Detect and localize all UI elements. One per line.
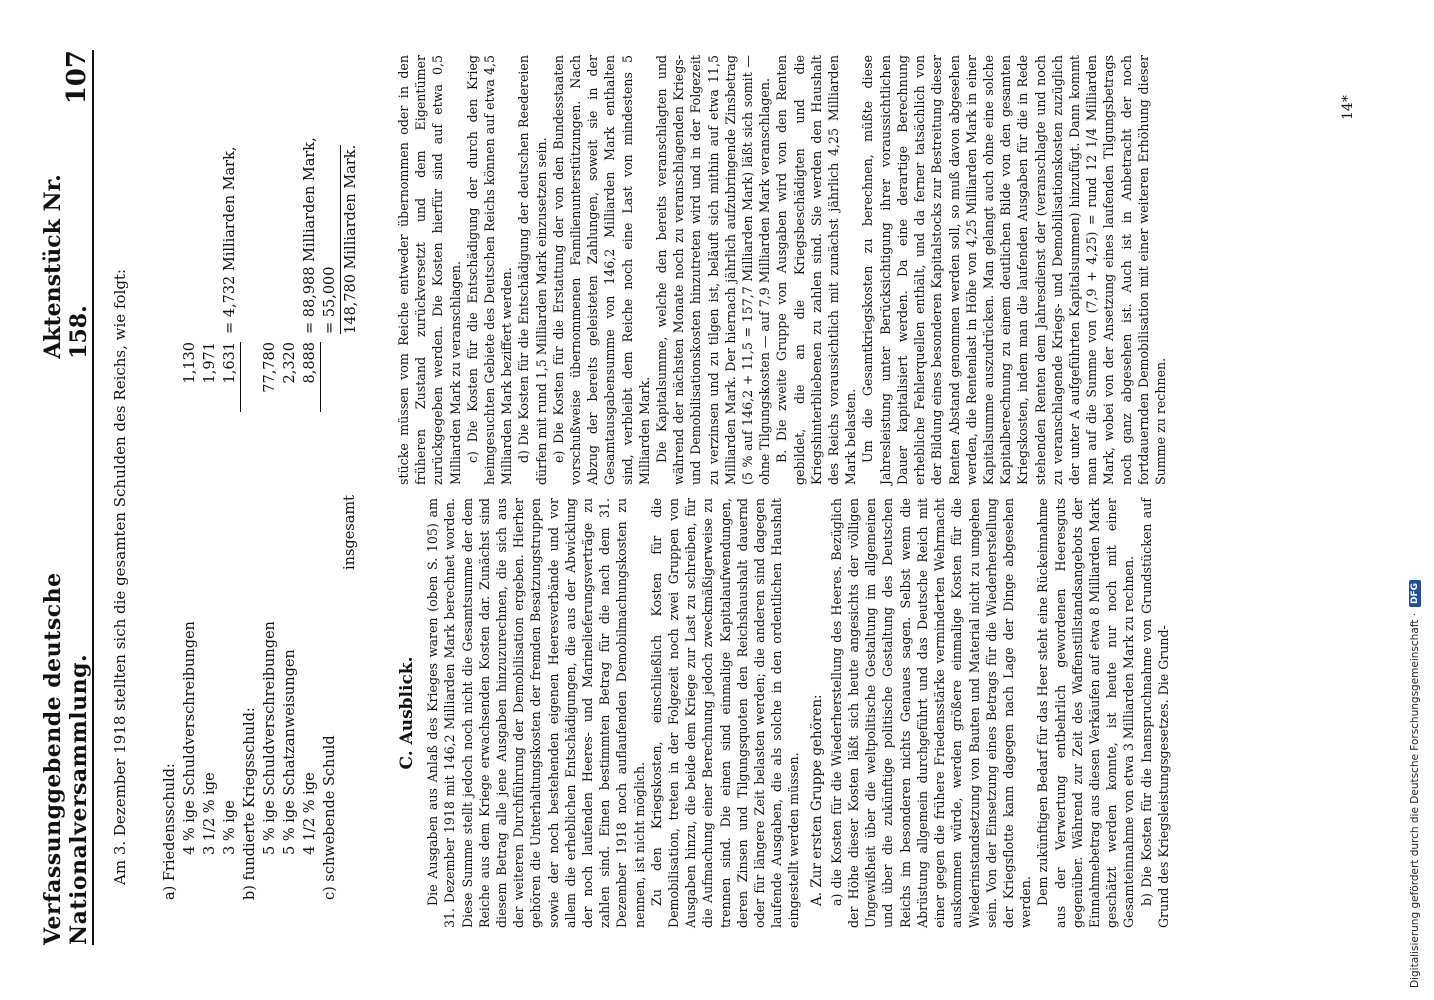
paragraph: Zu den Kriegskosten, einschließlich Kosten für die Demobilisation, treten in der Folgezeit noch zwei Gruppen von Ausgaben hinzu, die beide dem Kriege zur Last zu schreiben, für die Aufmachung einer Berechnung jedoch zweckmäßigerweise zu trennen sind. Die einen sind einmalige Kapitalaufwendungen, deren Zinsen und Tilgungsquoten den Reichshaushalt dauernd oder für längere Zeit belasten werden; die anderen sind dagegen laufende Ausgaben, die als solche in den ordentlichen Haushalt eingestellt werden müssen. [648,498,802,928]
subheading: A. Zur ersten Gruppe gehören: [808,694,825,906]
paragraph: Dem zukünftigen Bedarf für das Heer steht eine Rückeinnahme aus der Verwertung entbehrlich gewordenen Heeresguts gegenüber. Während zur Zeit des Waffenstillstandsangebots der Einnahmebetrag aus diesen Verkäufen auf etwa 8 Milliarden Mark geschätzt werden konnte, ist heute nur noch mit einer Gesamteinnahme von etwa 3 Milliarden Mark zu rechnen. [1035,498,1137,928]
digitization-stamp [1400,0,1430,1000]
debt-row: 5 % ige Schuldverschreibungen 77,780 [262,342,278,855]
paragraph: b) Die Kosten für die Inanspruchnahme von Grundstücken auf Grund des Kriegsleistungsgesetzes. Die Grund- [1138,498,1171,928]
debt-row: 3 1/2 % ige 1,971 [202,342,218,855]
debt-table [160,20,360,900]
debt-row: 3 % ige 1,631 = 4,732 Milliarden Mark, [220,20,240,900]
debt-section-b-label: b) fundierte Kriegsschuld: [242,707,258,900]
dfg-logo-icon: DFG [1409,580,1421,607]
debt-section-a-label: a) Friedensschuld: [162,763,178,900]
stamp-text: Digitalisierung gefördert durch die Deutsche Forschungsgemeinschaft · [1409,612,1421,988]
paragraph: c) Die Kosten für die Entschädigung der durch den Krieg heimgesuchten Gebiete des Deutschen Reichs können auf etwa 4,5 Milliarden Mark beziffert werden. [464,55,515,485]
debt-row: 4 1/2 % ige 8,888 = 88,988 Milliarden Mark, [300,20,320,900]
section-heading: C. Ausblick. [397,656,417,770]
paragraph: Die Ausgaben aus Anlaß des Krieges waren (oben S. 105) am 31. Dezember 1918 mit 146,2 Milliarden Mark berechnet worden. Diese Summe stellt jedoch noch nicht die Gesamtsumme der dem Reiche aus dem Kriege erwachsenden Kosten dar. Zunächst sind diesem Betrag alle jene Ausgaben hinzuzurechnen, die sich aus der weiteren Durchführung der Demobilisation ergeben. Hierher gehören die Unterhaltungskosten der fremden Besatzungstruppen sowie der noch bestehenden eigenen Heeresverbände und vor allem die erheblichen Entschädigungen, die aus der Abwicklung der noch laufenden Heeres- und Marinelieferungsverträge zu zahlen sind. Einen bestimmten Betrag für die nach dem 31. Dezember 1918 noch auflaufenden Demobilmachungskosten zu nennen, ist nicht möglich. [425,498,647,928]
paragraph: d) Die Kosten für die Entschädigung der deutschen Reedereien dürfen mit rund 1,5 Milliarden Mark einzusetzen sein. [516,55,549,485]
debt-total-row: insgesamt 148,780 Milliarden Mark. [342,144,359,570]
left-column [395,498,1172,928]
page-number: 107 [62,50,92,105]
debt-row-c: c) schwebende Schuld = 55,000 [322,266,338,900]
paragraph: e) Die Kosten für die Erstattung der von den Bundesstaaten vorschußweise übernommenen Familienunterstützungen. Nach Abzug der bereits geleisteten Zahlungen, soweit sie in der Gesamtausgabensumme von 146,2 Milliarden Mark enthalten sind, verbleibt dem Reiche noch eine Last von mindestens 5 Milliarden Mark. [550,55,652,485]
debt-row: 5 % ige Schatzanweisungen 2,320 [282,342,298,855]
signature-mark: 14* [1340,95,1356,120]
intro-paragraph [110,45,130,925]
intro-text: Am 3. Dezember 1918 stellten sich die gesamten Schulden des Reichs, wie folgt: [111,268,129,885]
paragraph: a) die Kosten für die Wiederherstellung des Heeres. Bezüglich der Höhe dieser Kosten läßt sich heute angesichts der völligen Ungewißheit über die weltpolitische Gestaltung im allgemeinen und über die zukünftige politische Gestaltung des Deutschen Reichs im besonderen nichts Genaues sagen. Selbst wenn die Abrüstung allgemein durchgeführt und das Deutsche Reich mit einer gegen die frühere Friedensstärke verminderten Wehrmacht auskommen würde, werden größere einmalige Kosten für die Wiederinstandsetzung von Bauten und Material nicht zu umgehen sein. Von der Einsetzung eines Betrags für die Wiederherstellung der Kriegsflotte kann dagegen nach Lage der Dinge abgesehen werden. [828,498,1034,928]
header-reference: Aktenstück Nr. 158. [40,174,92,359]
paragraph: Um die Gesamtkriegskosten zu berechnen, müßte diese Jahresleistung unter Berücksichtigung ihrer voraussichtlichen Dauer kapitalisiert werden. Da eine derartige Berechnung erhebliche Fehlerquellen enthält, und da ferner tatsächlich von der Bildung eines besonderen Kapitalstocks zur Bestreitung dieser Renten Abstand genommen werden soll, so muß davon abgesehen werden, die Rentenlast in Höhe von 4,25 Milliarden Mark in einer Kapitalsumme auszudrücken. Man gelangt auch ohne eine solche Kapitalberechnung zu einem deutlichen Bilde von den gesamten Kriegskosten, indem man die laufenden Ausgaben für die in Rede stehenden Renten dem Jahresdienst der (veranschlagte und noch zu veranschlagende Kriegs- und Demobilisationskosten zuzüglich der unter A aufgeführten Kapitalsummen) hinzufügt. Dann kommt man auf die Summe von (7,9 + 4,25) = rund 12 1/4 Milliarden Mark, wobei von der Ansetzung eines laufenden Tilgungsbetrags noch ganz abgesehen ist. Auch ist in Anbetracht der noch fortdauernden Demobilisation mit einer weiteren Erhöhung dieser Summe zu rechnen. [860,55,1168,485]
paragraph: Die Kapitalsumme, welche den bereits veranschlagten und während der nächsten Monate noch zu veranschlagenden Kriegs- und Demobilisationskosten hinzutreten wird und in der Folgezeit zu verzinsen und zu tilgen ist, beläuft sich mithin auf etwa 11,5 Milliarden Mark. Der hiernach jährlich aufzubringende Zinsbetrag (5 % auf 146,2 + 11,5 = 157,7 Milliarden Mark) läßt sich somit — ohne Tilgungskosten — auf 7,9 Milliarden Mark veranschlagen. [654,55,773,485]
paragraph: stücke müssen vom Reiche entweder übernommen oder in den früheren Zustand zurückversetzt und dem Eigentümer zurückgegeben werden. Die Kosten hierfür sind auf etwa 0,5 Milliarden Mark zu veranschlagen. [396,55,463,485]
header-title: Verfassunggebende deutsche Nationalversammlung. [40,572,92,945]
right-column [395,55,1169,485]
page-header [40,50,94,945]
debt-row: 4 % ige Schuldverschreibungen 1,130 [182,342,198,855]
paragraph: B. Die zweite Gruppe von Ausgaben wird von den Renten gebildet, die an die Kriegsbeschädigten und die Kriegshinterbliebenen zu zahlen sind. Sie werden den Haushalt des Reichs voraussichtlich mit zunächst jährlich 4,25 Milliarden Mark belasten. [774,55,859,485]
